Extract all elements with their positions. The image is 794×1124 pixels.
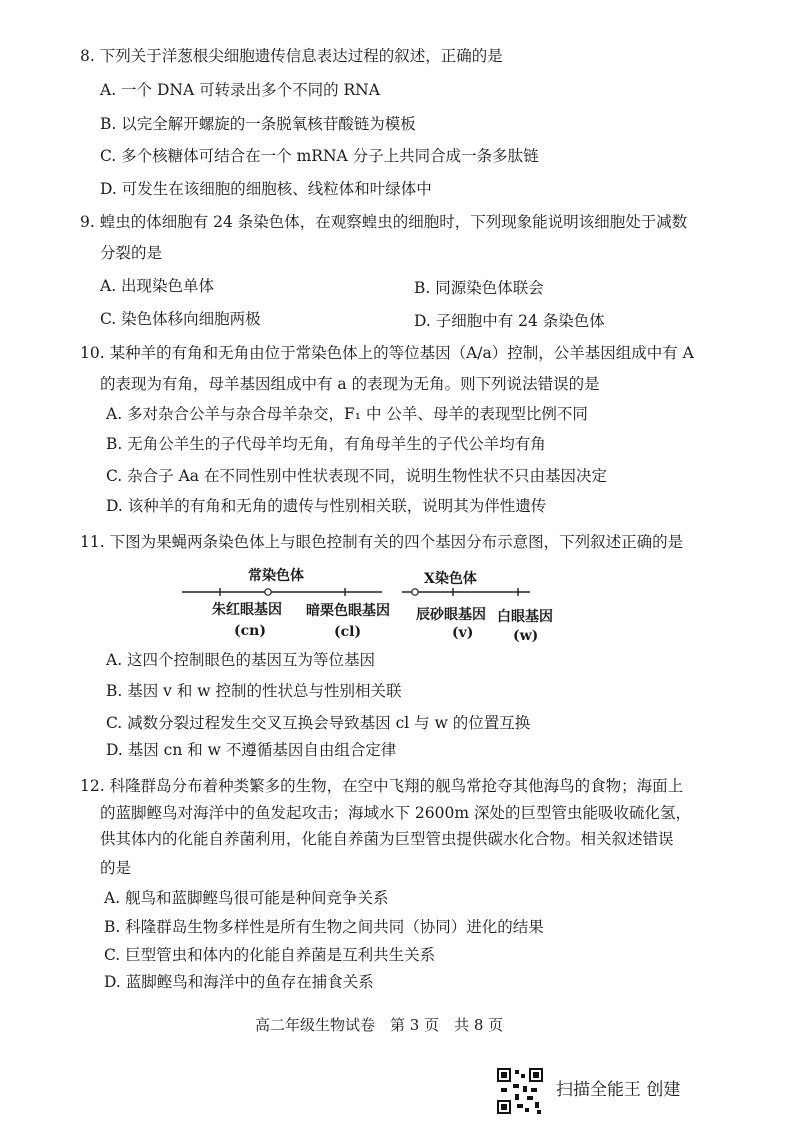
q8-option-b: B. 以完全解开螺旋的一条脱氧核苷酸链为模板 [100,115,416,133]
q8-option-c: C. 多个核糖体可结合在一个 mRNA 分子上共同合成一条多肽链 [100,147,539,165]
q12-stem-line2: 的蓝脚鲣鸟对海洋中的鱼发起攻击；海域水下 2600m 深处的巨型管虫能吸收硫化氢， [100,804,692,822]
q10-option-d: D. 该种羊的有角和无角的遗传与性别相关联，说明其为伴性遗传 [106,497,547,515]
q9-option-b: B. 同源染色体联会 [414,279,544,297]
q9-option-d: D. 子细胞中有 24 条染色体 [414,312,605,330]
q12-option-a: A. 舰鸟和蓝脚鲣鸟很可能是种间竞争关系 [104,889,389,907]
gene-cn-name: 朱红眼基因 [212,602,282,618]
q10-option-b: B. 无角公羊生的子代母羊均无角，有角母羊生的子代公羊均有角 [106,435,546,453]
q12-option-d: D. 蓝脚鲣鸟和海洋中的鱼存在捕食关系 [104,973,374,991]
q8-stem: 8. 下列关于洋葱根尖细胞遗传信息表达过程的叙述，正确的是 [80,47,503,65]
x-centromere [412,589,418,595]
q11-option-b: B. 基因 v 和 w 控制的性状总与性别相关联 [106,682,402,700]
gene-cl-name: 暗栗色眼基因 [306,603,390,619]
q10-stem-line1: 10. 某种羊的有角和无角由位于常染色体上的等位基因（A/a）控制，公羊基因组成中有 A [80,344,694,362]
gene-w-symbol: (w) [513,628,539,644]
q10-option-a: A. 多对杂合公羊与杂合母羊杂交，F₁ 中 公羊、母羊的表现型比例不同 [106,405,588,423]
scanner-watermark: 扫描全能王 创建 [556,1080,681,1100]
q12-stem-line1: 12. 科隆群岛分布着种类繁多的生物，在空中飞翔的舰鸟常抢夺其他海鸟的食物；海面上 [80,777,684,795]
q11-option-d: D. 基因 cn 和 w 不遵循基因自由组合定律 [106,741,397,759]
q8-option-d: D. 可发生在该细胞的细胞核、线粒体和叶绿体中 [100,180,432,198]
autosome-centromere [265,589,271,595]
gene-cn-symbol: (cn) [234,623,266,639]
q12-stem-line3: 供其体内的化能自养菌利用，化能自养菌为巨型管虫提供碳水化合物。相关叙述错误 [100,830,674,848]
x-chromosome-label: X染色体 [424,571,477,587]
q12-stem-line4: 的是 [100,859,132,877]
q10-option-c: C. 杂合子 Aa 在不同性别中性状表现不同，说明生物性状不只由基因决定 [106,467,607,485]
page-footer: 高二年级生物试卷 第 3 页 共 8 页 [255,1016,504,1034]
q10-stem-line2: 的表现为有角，母羊基因组成中有 a 的表现为无角。则下列说法错误的是 [100,375,600,393]
q9-stem-line2: 分裂的是 [100,244,163,262]
gene-v-symbol: (v) [452,625,474,641]
gene-v-name: 辰砂眼基因 [416,607,486,623]
q12-option-b: B. 科隆群岛生物多样性是所有生物之间共同（协同）进化的结果 [104,918,544,936]
q11-option-c: C. 减数分裂过程发生交叉互换会导致基因 cl 与 w 的位置互换 [106,714,531,732]
q8-option-a: A. 一个 DNA 可转录出多个不同的 RNA [100,81,380,99]
q9-option-c: C. 染色体移向细胞两极 [100,310,261,328]
gene-cl-symbol: (cl) [334,624,362,640]
gene-w-name: 白眼基因 [497,609,553,625]
q9-stem-line1: 9. 蝗虫的体细胞有 24 条染色体，在观察蝗虫的细胞时，下列现象能说明该细胞处于减数 [80,213,688,231]
q11-stem: 11. 下图为果蝇两条染色体上与眼色控制有关的四个基因分布示意图，下列叙述正确的是 [80,533,684,551]
q11-option-a: A. 这四个控制眼色的基因互为等位基因 [106,651,376,669]
autosome-label: 常染色体 [248,568,304,584]
qr-code-icon [497,1068,543,1114]
q12-option-c: C. 巨型管虫和体内的化能自养菌是互利共生关系 [104,946,436,964]
q9-option-a: A. 出现染色单体 [100,277,215,295]
